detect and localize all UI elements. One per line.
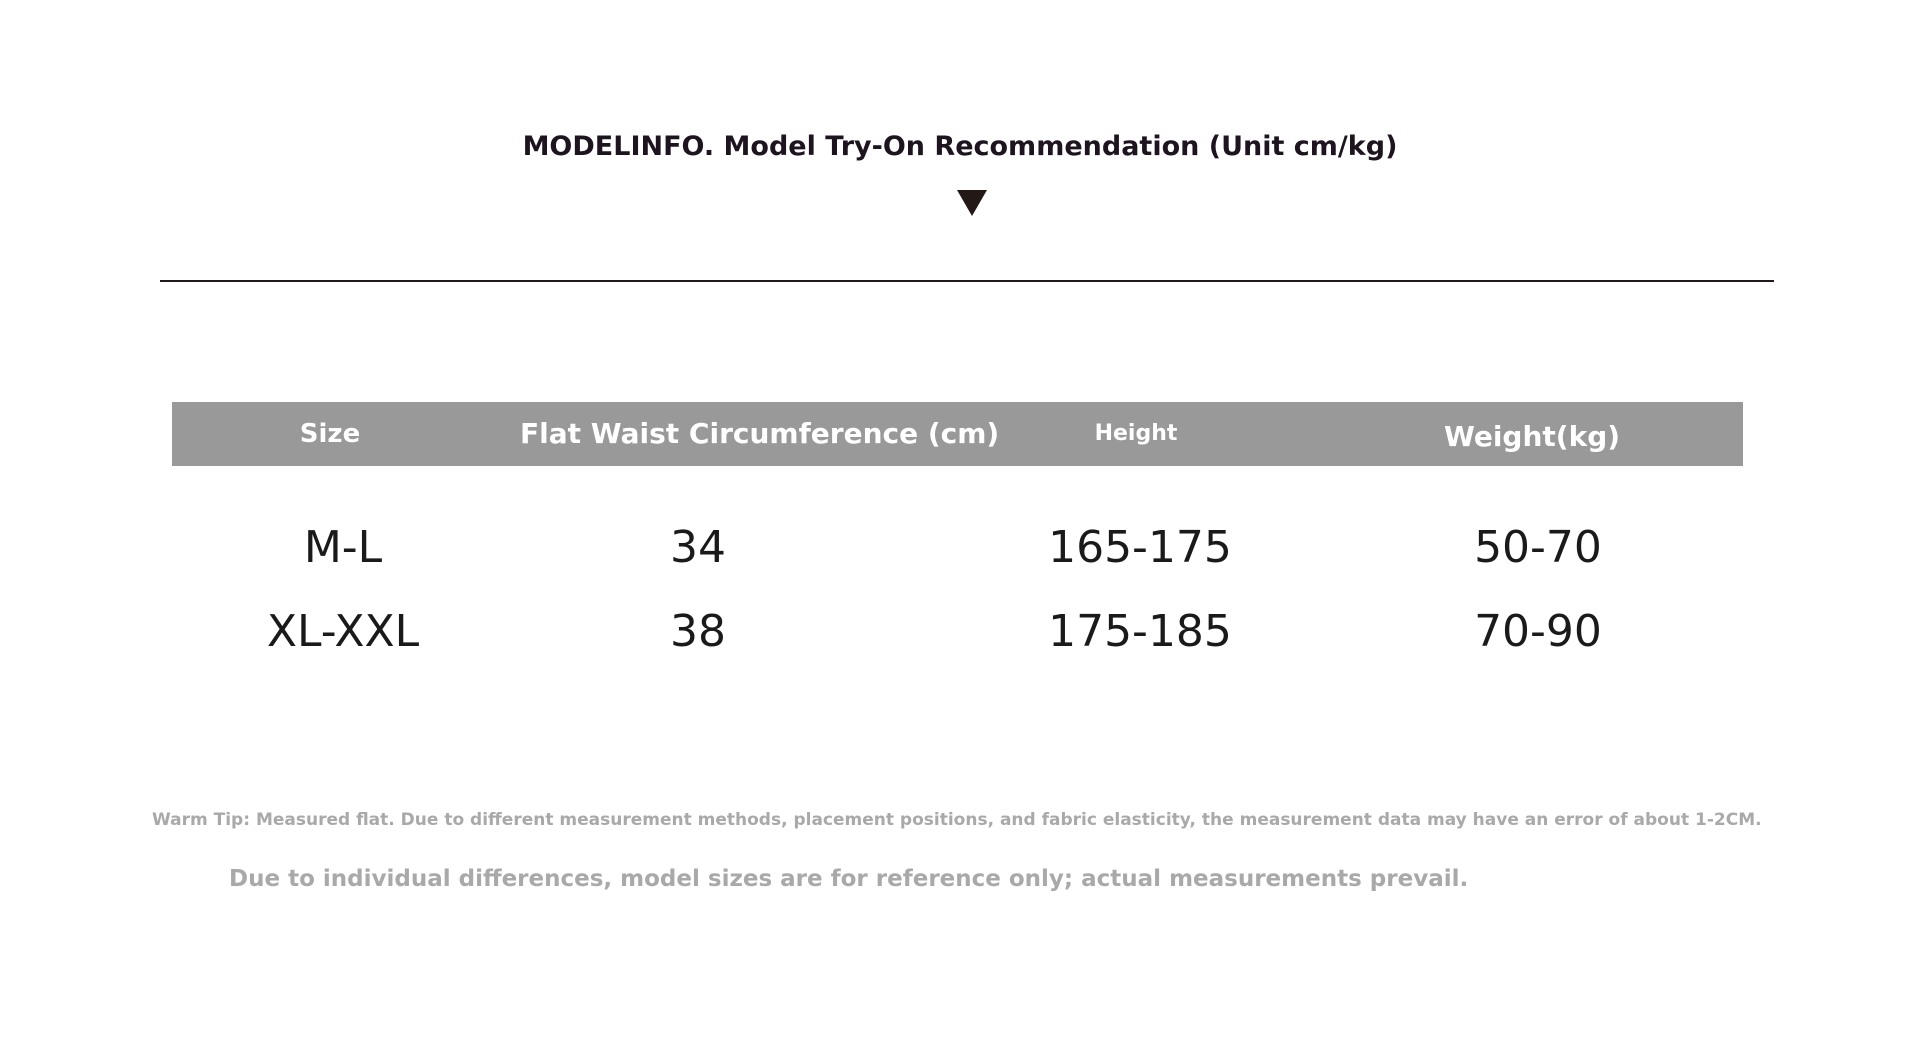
header-size: Size — [299, 419, 361, 449]
header-weight: Weight(kg) — [1443, 420, 1621, 453]
warm-tip: Warm Tip: Measured flat. Due to different measurement methods, placement positions, and fabric elasticity, the measurement data may have an error of about 1-2CM. — [152, 810, 1762, 830]
table-row — [0, 522, 1920, 582]
divider — [160, 280, 1774, 282]
table-header — [172, 402, 1743, 466]
header-height: Height — [1094, 421, 1178, 446]
cell-size: XL-XXL — [266, 606, 420, 657]
cell-weight: 70-90 — [1474, 606, 1602, 657]
page-title: MODELINFO. Model Try-On Recommendation (Unit cm/kg) — [522, 131, 1398, 162]
reference-note: Due to individual differences, model sizes are for reference only; actual measurements prevail. — [229, 866, 1469, 892]
cell-height: 165-175 — [1048, 522, 1232, 573]
header-waist: Flat Waist Circumference (cm) — [520, 417, 1000, 450]
cell-waist: 38 — [670, 606, 726, 657]
down-triangle-icon — [957, 190, 987, 216]
cell-height: 175-185 — [1048, 606, 1232, 657]
table-row — [0, 606, 1920, 666]
cell-size: M-L — [303, 522, 383, 573]
cell-weight: 50-70 — [1474, 522, 1602, 573]
cell-waist: 34 — [670, 522, 726, 573]
